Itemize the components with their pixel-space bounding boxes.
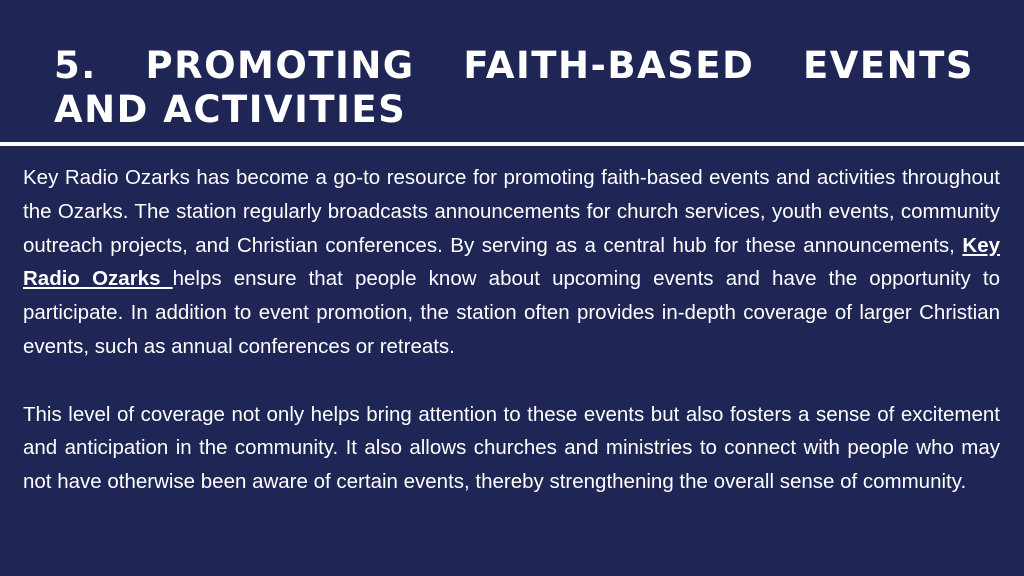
key-radio-ozarks-link[interactable]: Key Radio Ozarks [23, 233, 1000, 291]
paragraph-1-text-end: helps ensure that people know about upcoming events and have the opportunity to participate. In addition to event promotion, the station often provides in-depth coverage of larger Christian events, such as annual conferences or retreats. [23, 267, 1000, 358]
body-paragraph-2: This level of coverage not only helps bring attention to these events but also fosters a sense of excitement and anticipation in the community. It also allows churches and ministries to connect with people who may not have otherwise been aware of certain events, thereby strengthening the overall sense of community. [23, 402, 1000, 494]
slide-title: 5. PROMOTING FAITH-BASED EVENTS AND ACTIVITIES [54, 44, 974, 131]
slide-body [23, 161, 1000, 499]
paragraph-1-text-start: Key Radio Ozarks has become a go-to resource for promoting faith-based events and activities throughout the Ozarks. The station regularly broadcasts announcements for church services, youth events, community outreach projects, and Christian conferences. By serving as a central hub for these announcements, [23, 166, 1000, 257]
title-divider [0, 142, 1024, 146]
body-paragraph-1 [23, 161, 1000, 364]
